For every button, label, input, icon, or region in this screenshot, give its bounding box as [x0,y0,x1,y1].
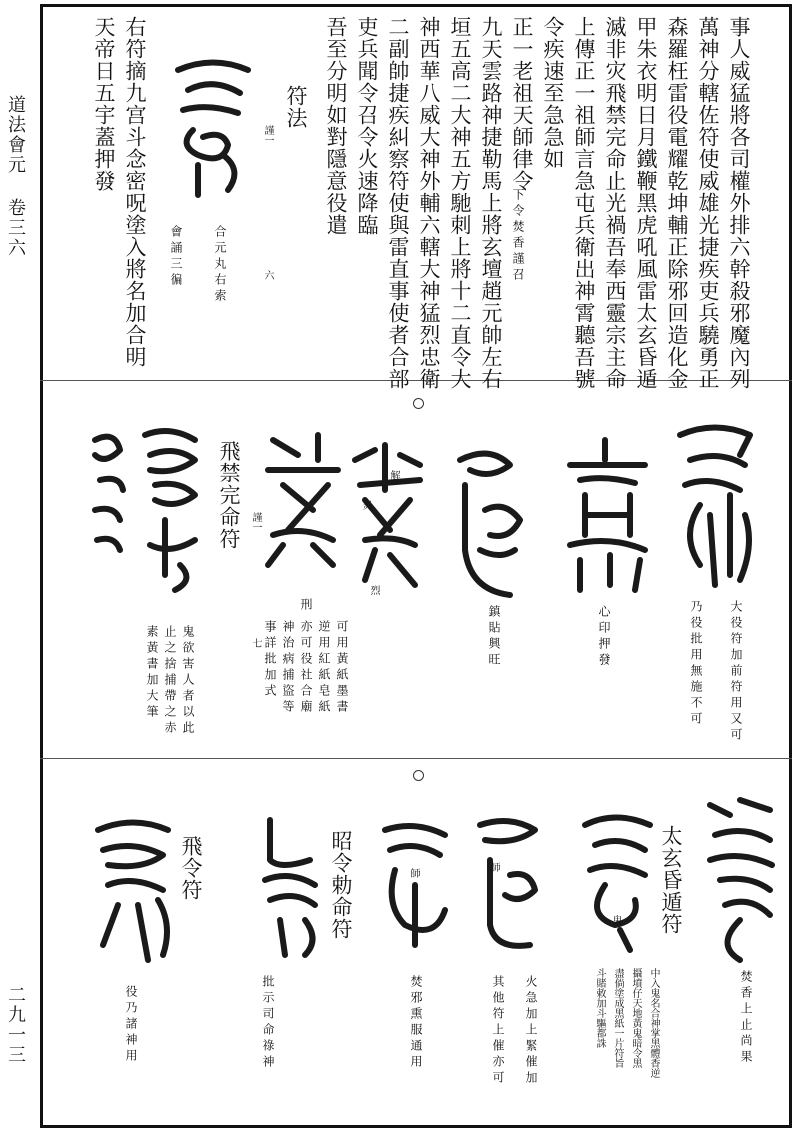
naiyi-note: 乃役批用無施不可 [689,600,703,728]
sequence-note-6: 六 [262,270,273,280]
yan-label: 炎 [360,500,371,510]
ke-note-3: 亦可役社合廟 [299,620,313,716]
text-column-11: 神西華八威大神外輔六轄大神猛烈忠衛 [417,16,441,390]
talisman-glyph-zhenjiang [450,440,530,600]
talisman-glyph-dayi [670,415,760,595]
pishi-note: 批示司命祿神 [261,975,275,1071]
text-column-8: 正一老祖天師律令 [510,16,534,192]
gui-note-1: 鬼欲害人者以此 [181,625,195,737]
page-number: 二九一三 [5,985,26,1065]
text-column-7: 令疾速至急急如 [541,16,565,170]
text-column-14: 吾至分明如對隱意役遣 [324,16,348,236]
gui-note-2: 止之捨捕帶之赤 [163,625,177,737]
gui-mark: 鬼 [610,915,621,925]
ke-note-1: 可用黃紙墨書 [335,620,349,716]
text-column-3: 森羅枉雷役電耀乾坤輔正除邪回造化金 [665,16,689,390]
recite-note: 會誦三徧 [169,225,183,289]
talisman-glyph-gui [135,425,205,595]
talisman-glyph-xingwen [258,430,343,570]
sequence-note-1b: 謹一 [250,512,261,532]
talisman-glyph-taixuan [575,805,660,955]
text-column-9: 九天雲路神捷勒馬上將玄壇趙元帥左右 [479,16,503,390]
talisman-glyph-edge [85,430,130,570]
text-column-1: 事人威猛將各司權外排六幹殺邪魔內列 [727,16,751,390]
talisman-glyph-shaoling [250,810,325,960]
ke-note-4: 神治病捕盜等 [281,620,295,716]
circle-marker [413,770,424,781]
talisman-glyph-xinyin [560,435,655,595]
talisman-seal-glyph-1 [168,55,258,200]
talisman-method-heading: 符法 [284,85,308,129]
text-column-17: 天帝日五宇蓋押發 [92,16,116,192]
text-column-4: 甲朱衣明日月鐵鞭黑虎吼風雷太玄昏遁 [634,16,658,390]
zhenjiang-note: 鎮貼興旺 [487,605,501,669]
xing-label: 刑 [299,598,313,614]
jie-label: 解 [388,470,399,480]
text-column-12: 二副帥捷疾糾察符使與雷直事使者合部 [386,16,410,390]
taixuan-talisman-title: 太玄昏遁符 [659,825,683,935]
talisman-glyph-fenxiang [700,795,780,965]
ke-note-2: 逆用紅紙皂紙 [317,620,331,716]
zhongru-note-4: 斗賭敕加斗驅都誅 [594,968,605,1048]
sequence-note-1: 謹一 [262,125,273,145]
qita-note: 其他符上催亦可 [491,975,505,1087]
text-column-16: 右符摘九宫斗念密呪塗入將名加合明 [123,16,147,368]
fenxiang-note: 焚香上止尚果 [739,970,753,1066]
fenxie-note: 焚邪熏服通用 [409,975,423,1071]
zhongru-note-1: 中入鬼名合神掌黑體香逆 [648,968,659,1078]
feiling-talisman-title: 飛令符 [179,835,203,901]
talisman-glyph-feiling [88,815,178,965]
huoji-note: 火急加上緊催加 [524,975,538,1087]
combine-note: 合元丸右索 [213,225,227,305]
shaoling-talisman-title: 昭令勅命符 [329,830,353,940]
text-column-10: 垣五高二大神五方馳刺上將十二直令大 [448,16,472,390]
dayi-note: 大役符加前符用又可 [729,600,743,744]
section-divider-2 [40,758,792,759]
talisman-glyph-lie [345,440,425,590]
yinai-note: 役乃諸神用 [124,985,138,1065]
sequence-note-7: 七 [250,638,261,648]
xinyin-note: 心印押發 [597,605,611,669]
zhongru-note-3: 盡倘塗成黑紙一片符旨 [612,968,623,1068]
text-column-13: 吏兵聞令召令火速降臨 [355,16,379,236]
talisman-glyph-fenxie [375,815,455,955]
zhongru-note-2: 攝墳仔天地黃鬼暗令黑 [630,968,641,1068]
incense-note: 下令焚香謹召 [511,188,525,284]
talisman-glyph-dayi-3 [470,815,545,955]
gui-note-3: 素黃書加大筆 [145,625,159,721]
text-column-5: 滅非灾飛禁完命止光禍吾奉西靈宗主命 [603,16,627,390]
ke-note-5: 事詳批加式 [263,620,277,700]
feijin-talisman-title: 飛禁完命符 [217,440,241,550]
shi-mark-2: 師 [408,868,419,878]
text-column-2: 萬神分轄佐符使威雄光捷疾吏兵驍勇正 [696,16,720,390]
lie-label: 烈 [368,585,379,595]
book-title: 道法會元 卷三六 [5,95,26,258]
text-column-6: 上傳正一祖師言急屯兵衛出神霄聽吾號 [572,16,596,390]
shi-mark-1: 師 [488,862,499,872]
circle-marker [413,398,424,409]
